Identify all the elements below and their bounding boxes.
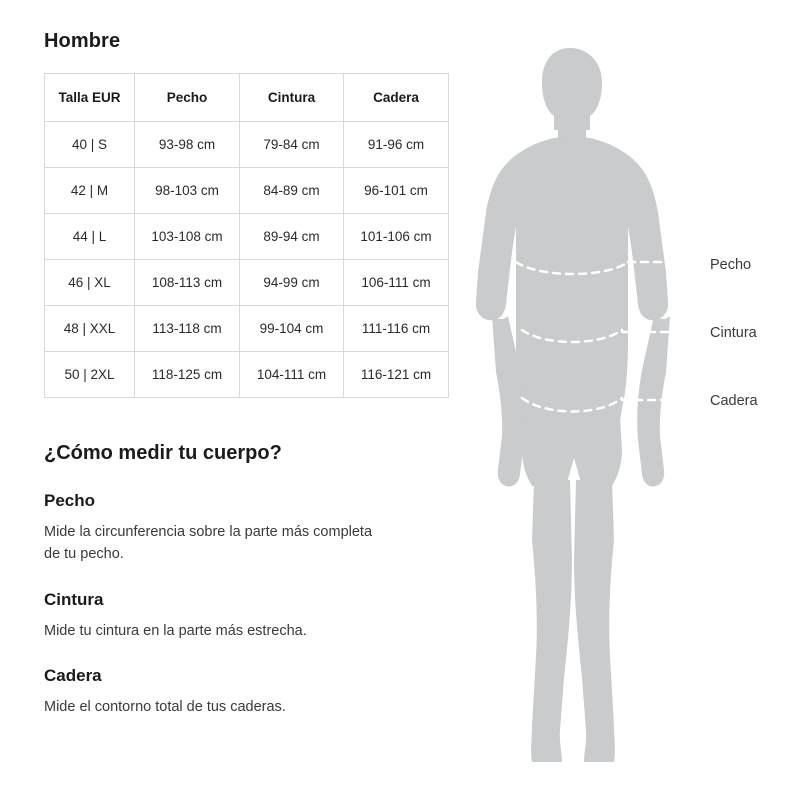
cell-hip: 106-111 cm [344,260,449,306]
column-header-chest: Pecho [135,74,240,122]
how-to-measure-section [44,442,448,719]
cell-hip: 101-106 cm [344,214,449,260]
cell-hip: 116-121 cm [344,352,449,398]
column-header-hip: Cadera [344,74,449,122]
cell-waist: 89-94 cm [240,214,344,260]
table-row [45,260,449,306]
cell-chest: 113-118 cm [135,306,240,352]
cell-waist: 104-111 cm [240,352,344,398]
table-row [45,122,449,168]
column-header-waist: Cintura [240,74,344,122]
size-chart-table [44,73,449,398]
cell-size: 42 | M [45,168,135,214]
left-column [44,30,448,743]
measure-name-chest: Pecho [44,491,96,510]
column-header-size: Talla EUR [45,74,135,122]
cell-chest: 103-108 cm [135,214,240,260]
measure-description-chest: Mide la circunferencia sobre la parte más completa de tu pecho. [44,524,373,563]
measure-block-chest [44,491,448,566]
cell-chest: 118-125 cm [135,352,240,398]
page-title: Hombre [44,30,121,52]
cell-chest: 93-98 cm [135,122,240,168]
how-to-measure-title: ¿Cómo medir tu cuerpo? [44,442,282,464]
body-figure-area [470,40,800,780]
measure-description-waist: Mide tu cintura en la parte más estrecha. [44,622,307,639]
cell-waist: 99-104 cm [240,306,344,352]
measure-name-waist: Cintura [44,589,104,609]
table-row [45,168,449,214]
cell-size: 44 | L [45,214,135,260]
male-body-silhouette-icon [470,40,710,780]
table-row [45,214,449,260]
cell-chest: 108-113 cm [135,260,240,306]
cell-hip: 91-96 cm [344,122,449,168]
measure-block-waist [44,590,448,642]
cell-chest: 98-103 cm [135,168,240,214]
cell-size: 50 | 2XL [45,352,135,398]
table-row [45,306,449,352]
cell-waist: 79-84 cm [240,122,344,168]
cell-size: 48 | XXL [45,306,135,352]
cell-size: 46 | XL [45,260,135,306]
cell-waist: 94-99 cm [240,260,344,306]
cell-hip: 96-101 cm [344,168,449,214]
measure-name-hip: Cadera [44,666,102,686]
measure-description-hip: Mide el contorno total de tus caderas. [44,699,286,716]
figure-label-waist: Cintura [710,325,757,341]
cell-size: 40 | S [45,122,135,168]
figure-label-chest: Pecho [710,257,752,273]
cell-waist: 84-89 cm [240,168,344,214]
measure-block-hip [44,666,448,718]
table-header-row [45,74,449,122]
cell-hip: 111-116 cm [344,306,449,352]
table-row [45,352,449,398]
figure-label-hip: Cadera [710,393,758,409]
